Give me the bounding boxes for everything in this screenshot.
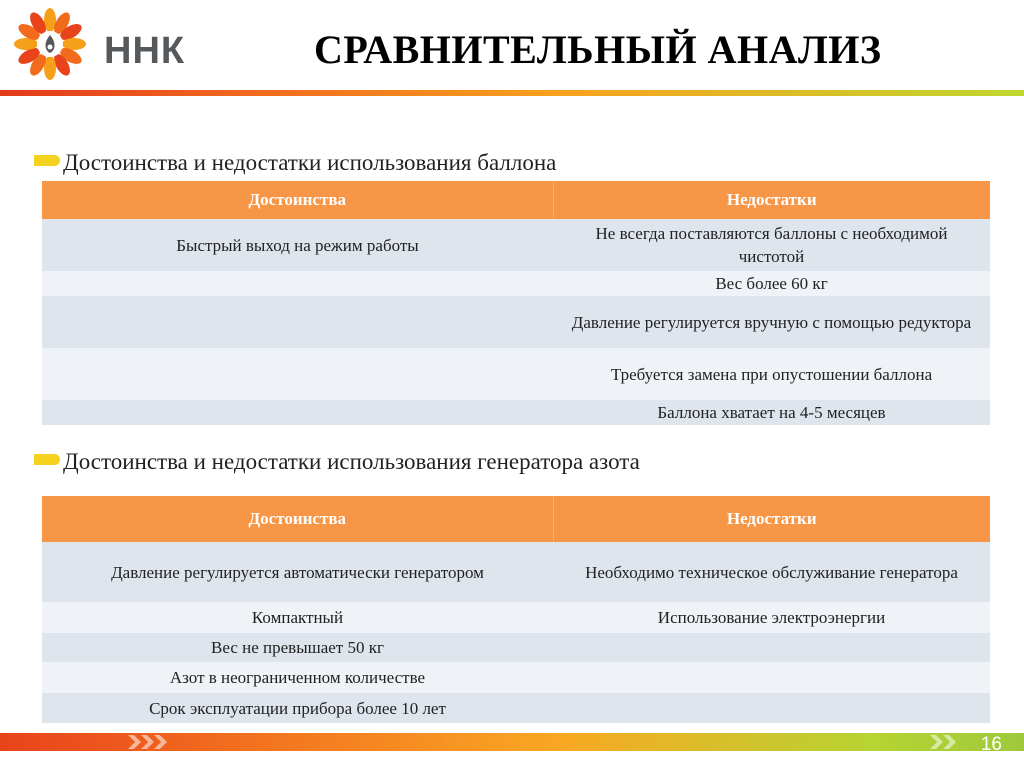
table-row: [42, 602, 990, 633]
pro-cell: Вес не превышает 50 кг: [42, 633, 553, 662]
con-cell: [553, 633, 990, 662]
sun-flower-logo-icon: [12, 6, 90, 82]
page-number: 16: [980, 734, 1002, 755]
column-header-pros: Достоинства: [42, 181, 553, 219]
pro-cell: [42, 400, 553, 425]
pro-cell: [42, 296, 553, 348]
column-header-cons: Недостатки: [553, 496, 990, 542]
con-cell: Не всегда поставляются баллоны с необходимой чистотой: [553, 219, 990, 271]
pro-cell: Срок эксплуатации прибора более 10 лет: [42, 693, 553, 723]
section-heading-text: Достоинства и недостатки использования генератора азота: [63, 449, 640, 474]
header-divider: [0, 90, 1024, 96]
column-header-pros: Достоинства: [42, 496, 553, 542]
comparison-table-generator: [42, 496, 990, 723]
table-row: [42, 693, 990, 723]
pro-cell: Азот в неограниченном количестве: [42, 662, 553, 693]
company-logo: [12, 6, 187, 82]
con-cell: Требуется замена при опустошении баллона: [553, 348, 990, 400]
table-row: [42, 219, 990, 271]
con-cell: Баллона хватает на 4-5 месяцев: [553, 400, 990, 425]
con-cell: Вес более 60 кг: [553, 271, 990, 296]
pro-cell: Компактный: [42, 602, 553, 633]
page-title: СРАВНИТЕЛЬНЫЙ АНАЛИЗ: [314, 27, 882, 72]
table-row: [42, 400, 990, 425]
table-row: [42, 542, 990, 602]
pro-cell: Быстрый выход на режим работы: [42, 219, 553, 271]
yellow-tab-bullet-icon: [34, 454, 60, 465]
table-row: [42, 662, 990, 693]
pro-cell: Давление регулируется автоматически генератором: [42, 542, 553, 602]
con-cell: Давление регулируется вручную с помощью редуктора: [553, 296, 990, 348]
yellow-tab-bullet-icon: [34, 155, 60, 166]
column-header-cons: Недостатки: [553, 181, 990, 219]
pro-cell: [42, 348, 553, 400]
con-cell: Использование электроэнергии: [553, 602, 990, 633]
table-row: [42, 296, 990, 348]
section-heading-cylinder: [34, 150, 556, 176]
table-header-row: [42, 181, 990, 219]
table-header-row: [42, 496, 990, 542]
table-row: [42, 271, 990, 296]
table-row: [42, 633, 990, 662]
section-heading-text: Достоинства и недостатки использования баллона: [63, 150, 557, 175]
con-cell: [553, 693, 990, 723]
section-heading-generator: [34, 449, 640, 475]
logo-text: ННК: [104, 30, 186, 72]
comparison-table-cylinder: [42, 181, 990, 425]
con-cell: [553, 662, 990, 693]
con-cell: Необходимо техническое обслуживание генератора: [553, 542, 990, 602]
pro-cell: [42, 271, 553, 296]
table-row: [42, 348, 990, 400]
